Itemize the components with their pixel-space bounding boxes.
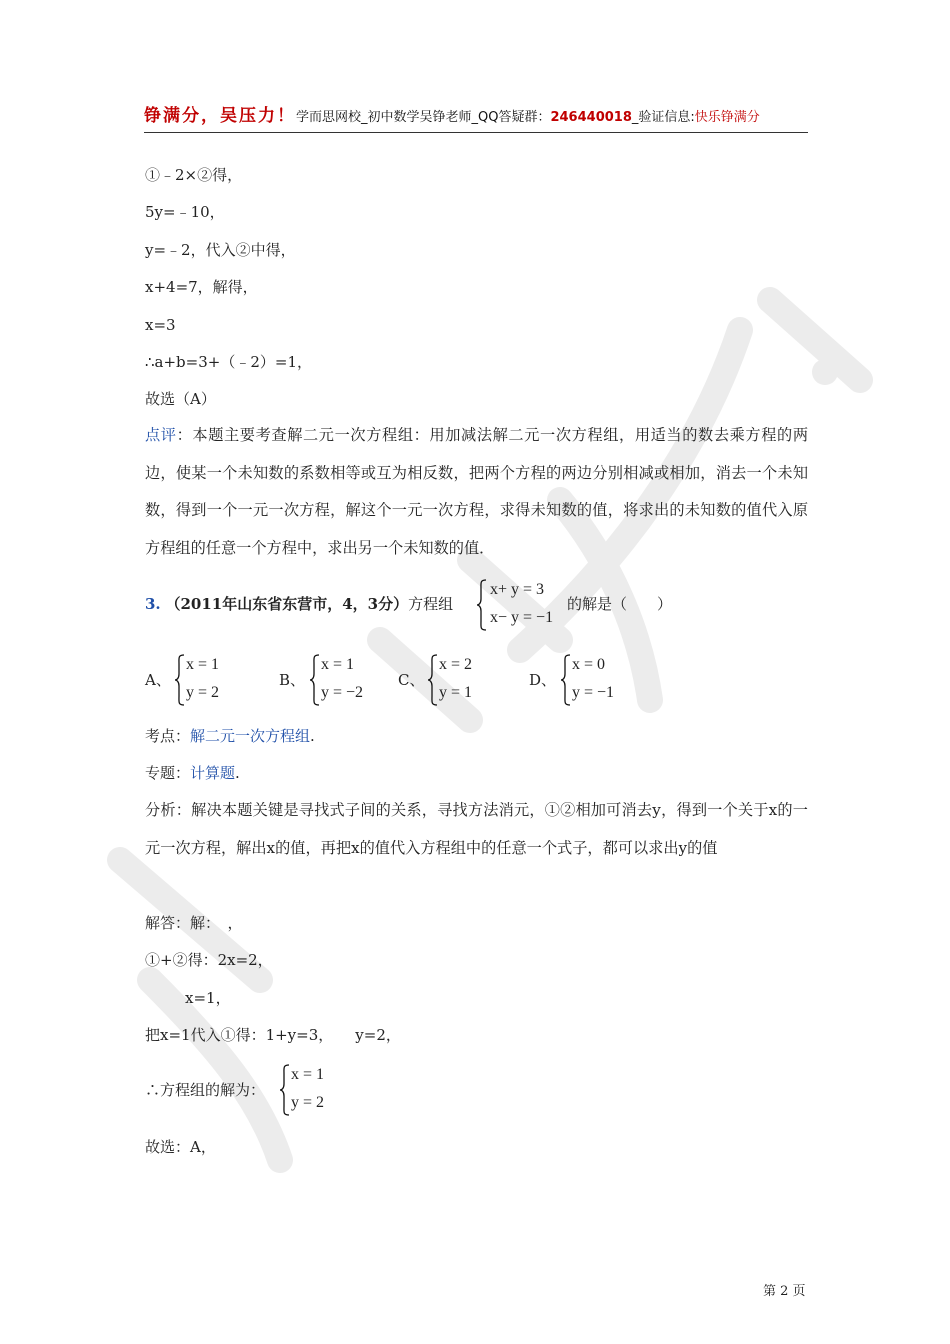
option-d[interactable] — [560, 654, 638, 706]
answer-line: x=1， — [185, 989, 231, 1007]
option-b-label: B、 — [279, 671, 306, 689]
question-line — [145, 594, 453, 614]
zhuanti-label: 专题： — [145, 764, 191, 782]
equation-1: x+ y = 3 — [490, 581, 545, 598]
option-a[interactable] — [174, 654, 244, 706]
answer-eq2: y = 2 — [291, 1094, 325, 1111]
option-a-label: A、 — [145, 671, 171, 689]
solution-line: ①﹣2×②得， — [145, 166, 243, 184]
answer-line: 解答：解： ， — [145, 914, 243, 932]
question-stem: 方程组 — [408, 595, 454, 613]
solution-line: 5y=﹣10， — [145, 203, 225, 221]
brace-icon — [560, 654, 572, 706]
header-qq: 246440018 — [550, 110, 632, 125]
option-d-label: D、 — [529, 671, 557, 689]
answer-substitute: 把x=1代入①得：1+y=3， — [145, 1026, 334, 1044]
comment-paragraph — [145, 417, 808, 567]
option-d-eq2: y = −1 — [572, 684, 615, 701]
zhuanti-end: . — [235, 764, 240, 782]
kaodian-line — [145, 726, 315, 746]
equation-2: x− y = −1 — [490, 609, 554, 626]
option-b-eq2: y = −2 — [321, 684, 364, 701]
analysis-paragraph: 分析：解决本题关键是寻找式子间的关系，寻找方法消元，①②相加可消去y，得到一个关于x的一元一次方程，解出x的值，再把x的值代入方程组中的任意一个式子，都可以求出y的值 — [145, 801, 808, 857]
zhuanti-link[interactable]: 计算题 — [190, 764, 236, 782]
answer-choice: 故选：A， — [145, 1138, 216, 1156]
kaodian-link[interactable]: 解二元一次方程组 — [190, 727, 311, 745]
option-b-eq1: x = 1 — [321, 656, 355, 673]
answer-line: ①+②得：2x=2， — [145, 951, 273, 969]
answer-line — [145, 1025, 401, 1045]
option-a-eq2: y = 2 — [186, 684, 220, 701]
solution-line: x=3 — [145, 316, 176, 334]
header-text: 学而思网校_初中数学吴铮老师_QQ答疑群： — [296, 110, 551, 125]
solution-line: ∴a+b=3+（﹣2）=1， — [145, 353, 312, 371]
answer-equation-system — [279, 1064, 349, 1116]
solution-line: 故选（A） — [145, 390, 216, 408]
answer-y-value: y=2， — [355, 1026, 401, 1044]
brace-icon — [427, 654, 439, 706]
option-c-eq1: x = 2 — [439, 656, 473, 673]
question-equation-system — [476, 579, 568, 631]
kaodian-label: 考点： — [145, 727, 191, 745]
option-c[interactable] — [427, 654, 497, 706]
kaodian-end: . — [310, 727, 315, 745]
option-d-eq1: x = 0 — [572, 656, 606, 673]
answer-solution-label: ∴方程组的解为： — [145, 1081, 266, 1099]
solution-line: x+4=7，解得， — [145, 278, 258, 296]
answer-eq1: x = 1 — [291, 1066, 325, 1083]
solution-line: y=﹣2，代入②中得， — [145, 241, 296, 259]
option-c-eq2: y = 1 — [439, 684, 473, 701]
question-number: 3. — [145, 595, 161, 613]
brace-icon — [309, 654, 321, 706]
page-number: 第 2 页 — [763, 1284, 806, 1299]
question-tail: 的解是（ ） — [567, 595, 673, 613]
brace-icon — [476, 579, 488, 631]
option-c-label: C、 — [398, 671, 425, 689]
brace-icon — [279, 1064, 291, 1116]
question-source: （2011年山东省东营市，4，3分） — [165, 595, 409, 613]
page-header — [144, 102, 808, 133]
header-text-2: _验证信息: — [631, 110, 695, 125]
zhuanti-line — [145, 763, 240, 783]
option-b[interactable] — [309, 654, 384, 706]
option-a-eq1: x = 1 — [186, 656, 220, 673]
header-verify: 快乐铮满分 — [694, 110, 760, 125]
header-slogan: 铮满分，吴压力！ — [144, 106, 296, 126]
brace-icon — [174, 654, 186, 706]
comment-text: ：本题主要考查解二元一次方程组：用加减法解二元一次方程组，用适当的数去乘方程的两边，使某一个未知数的系数相等或互为相反数，把两个方程的两边分别相减或相加，消去一个未知数，得到一个一元一次方程，解这个一元一次方程，求得未知数的值，将求出的未知数的值代入原方程组的任意一个方程中，求出另一个未知数的值． — [145, 426, 809, 557]
comment-label: 点评 — [145, 426, 177, 444]
